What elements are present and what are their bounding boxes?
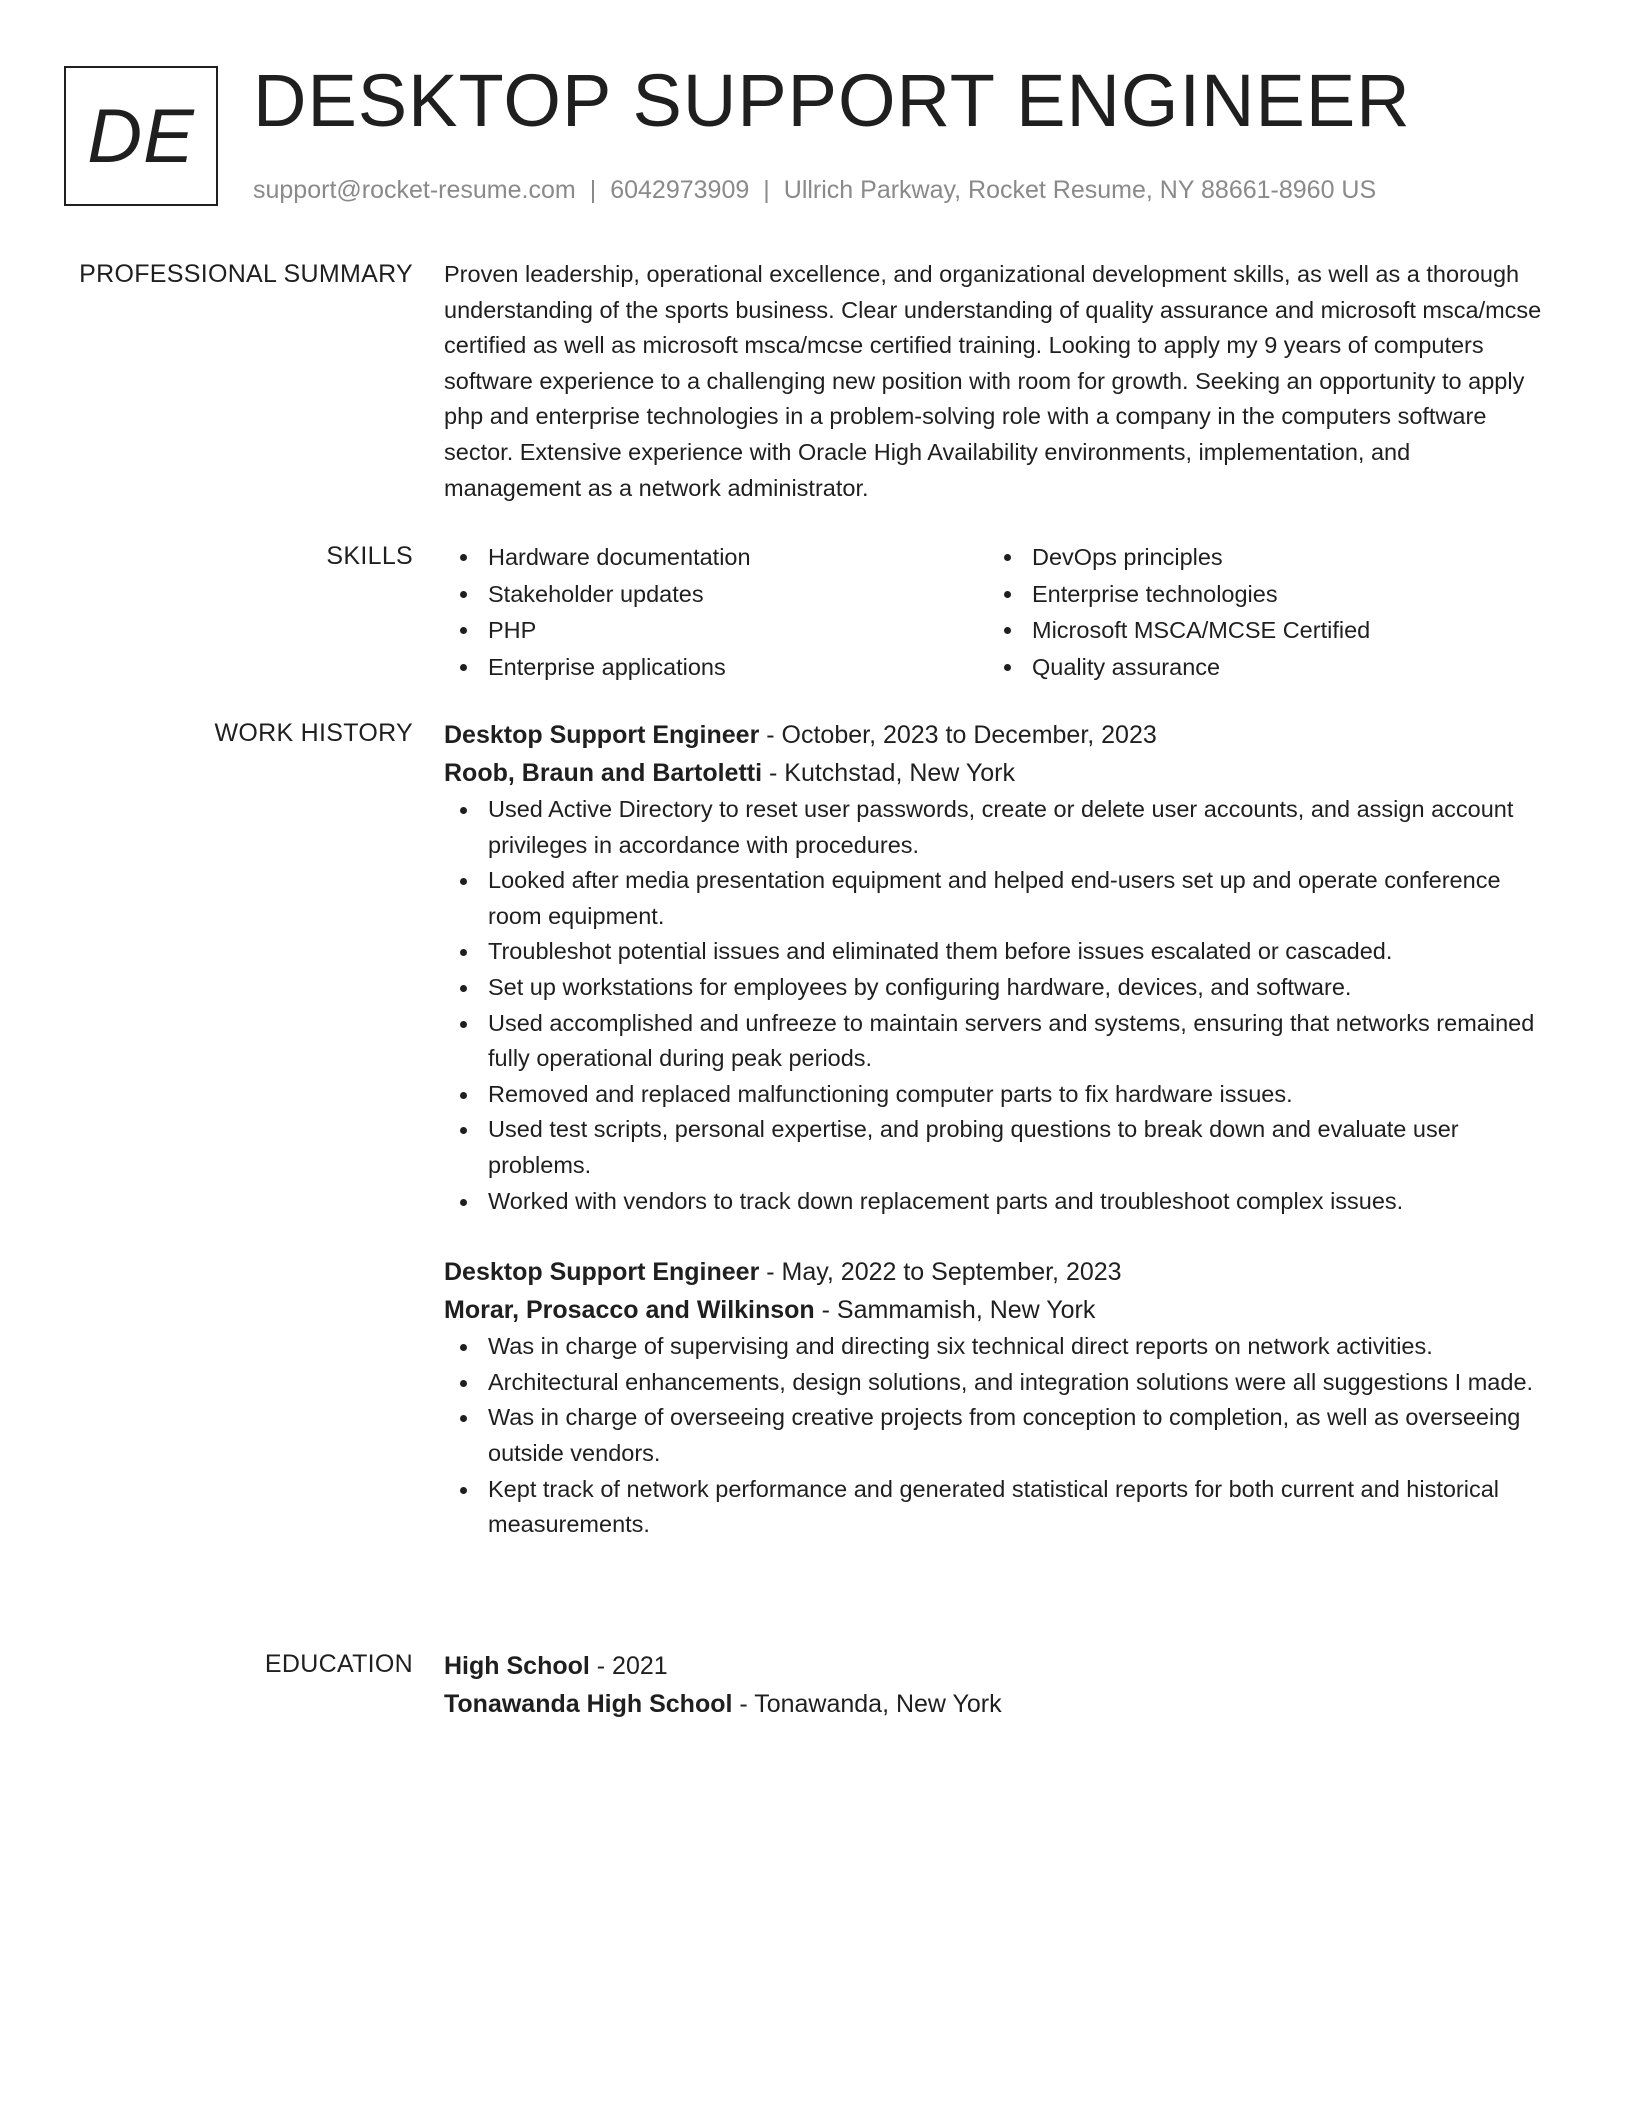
job-bullet: Set up workstations for employees by configuring hardware, devices, and software. bbox=[444, 970, 1552, 1006]
job-title: Desktop Support Engineer bbox=[444, 1258, 760, 1287]
skills-body bbox=[444, 539, 1552, 685]
skill-item: PHP bbox=[444, 612, 988, 649]
job-company-line bbox=[444, 1291, 1552, 1329]
work-body bbox=[444, 716, 1552, 1543]
job-entry bbox=[444, 716, 1552, 1219]
summary-heading: PROFESSIONAL SUMMARY bbox=[79, 260, 413, 288]
skill-item: Stakeholder updates bbox=[444, 576, 988, 613]
job-bullet: Troubleshot potential issues and eliminated them before issues escalated or cascaded. bbox=[444, 934, 1552, 970]
education-degree-line bbox=[444, 1647, 1552, 1685]
job-bullet: Worked with vendors to track down replacement parts and troubleshoot complex issues. bbox=[444, 1184, 1552, 1220]
contact-separator: | bbox=[763, 176, 770, 204]
job-location: - Kutchstad, New York bbox=[762, 759, 1015, 787]
education-heading: EDUCATION bbox=[264, 1650, 413, 1678]
job-bullet: Was in charge of supervising and directing six technical direct reports on network activities. bbox=[444, 1329, 1552, 1365]
contact-address: Ullrich Parkway, Rocket Resume, NY 88661-8960 US bbox=[783, 176, 1377, 204]
skills-list-right bbox=[988, 539, 1532, 685]
contact-email: support@rocket-resume.com bbox=[253, 176, 576, 204]
education-body bbox=[444, 1647, 1552, 1723]
contact-line bbox=[253, 174, 1376, 206]
skill-item: DevOps principles bbox=[988, 539, 1532, 576]
skills-grid bbox=[444, 539, 1552, 685]
skill-item: Microsoft MSCA/MCSE Certified bbox=[988, 612, 1532, 649]
job-bullets bbox=[444, 792, 1552, 1219]
job-bullet: Used Active Directory to reset user passwords, create or delete user accounts, and assign account privileges in accordance with procedures. bbox=[444, 792, 1552, 863]
contact-phone: 6042973909 bbox=[610, 176, 750, 204]
job-dates: - October, 2023 to December, 2023 bbox=[759, 721, 1157, 749]
monogram-initials: DE bbox=[87, 93, 195, 179]
work-heading: WORK HISTORY bbox=[214, 719, 413, 747]
job-company: Morar, Prosacco and Wilkinson bbox=[444, 1296, 815, 1325]
summary-body bbox=[444, 257, 1552, 506]
education-degree: High School bbox=[444, 1652, 590, 1680]
job-bullet: Removed and replaced malfunctioning computer parts to fix hardware issues. bbox=[444, 1077, 1552, 1113]
skill-item: Enterprise applications bbox=[444, 649, 988, 686]
job-bullet: Was in charge of overseeing creative projects from conception to completion, as well as overseeing outside vendors. bbox=[444, 1400, 1552, 1471]
job-location: - Sammamish, New York bbox=[814, 1296, 1096, 1325]
monogram-box bbox=[64, 66, 218, 206]
job-bullet: Used test scripts, personal expertise, and probing questions to break down and evaluate user problems. bbox=[444, 1112, 1552, 1183]
job-company-line bbox=[444, 754, 1552, 792]
skills-list-left bbox=[444, 539, 988, 685]
skills-heading: SKILLS bbox=[326, 542, 413, 570]
job-title: Desktop Support Engineer bbox=[444, 721, 760, 749]
summary-text: Proven leadership, operational excellence, and organizational development skills, as well as a thorough understanding of the sports business. Clear understanding of quality assurance and microsoft msca/mcse certified as well as microsoft msca/mcse certified training. Looking to apply my 9 years of computers software experience to a challenging new position with room for growth. Seeking an opportunity to apply php and enterprise technologies in a problem-solving role with a company in the computers software sector. Extensive experience with Oracle High Availability environments, implementation, and management as a network administrator. bbox=[444, 261, 1542, 501]
skill-item: Enterprise technologies bbox=[988, 576, 1532, 613]
job-company: Roob, Braun and Bartoletti bbox=[444, 759, 763, 787]
skill-item: Hardware documentation bbox=[444, 539, 988, 576]
job-bullet: Kept track of network performance and generated statistical reports for both current and historical measurements. bbox=[444, 1472, 1552, 1543]
education-school-line bbox=[444, 1685, 1552, 1723]
job-title-line bbox=[444, 716, 1552, 754]
contact-separator: | bbox=[589, 176, 597, 204]
job-bullets bbox=[444, 1329, 1552, 1543]
education-location: - Tonawanda, New York bbox=[732, 1690, 1002, 1718]
skill-item: Quality assurance bbox=[988, 649, 1532, 686]
job-dates: - May, 2022 to September, 2023 bbox=[759, 1258, 1122, 1287]
education-year: - 2021 bbox=[589, 1652, 668, 1680]
job-bullet: Looked after media presentation equipment and helped end-users set up and operate conference room equipment. bbox=[444, 863, 1552, 934]
job-bullet: Used accomplished and unfreeze to maintain servers and systems, ensuring that networks remained fully operational during peak periods. bbox=[444, 1006, 1552, 1077]
resume-title: DESKTOP SUPPORT ENGINEER bbox=[253, 59, 1411, 142]
job-bullet: Architectural enhancements, design solutions, and integration solutions were all suggestions I made. bbox=[444, 1365, 1552, 1401]
job-title-line bbox=[444, 1253, 1552, 1291]
education-school: Tonawanda High School bbox=[444, 1690, 733, 1718]
job-entry bbox=[444, 1253, 1552, 1543]
